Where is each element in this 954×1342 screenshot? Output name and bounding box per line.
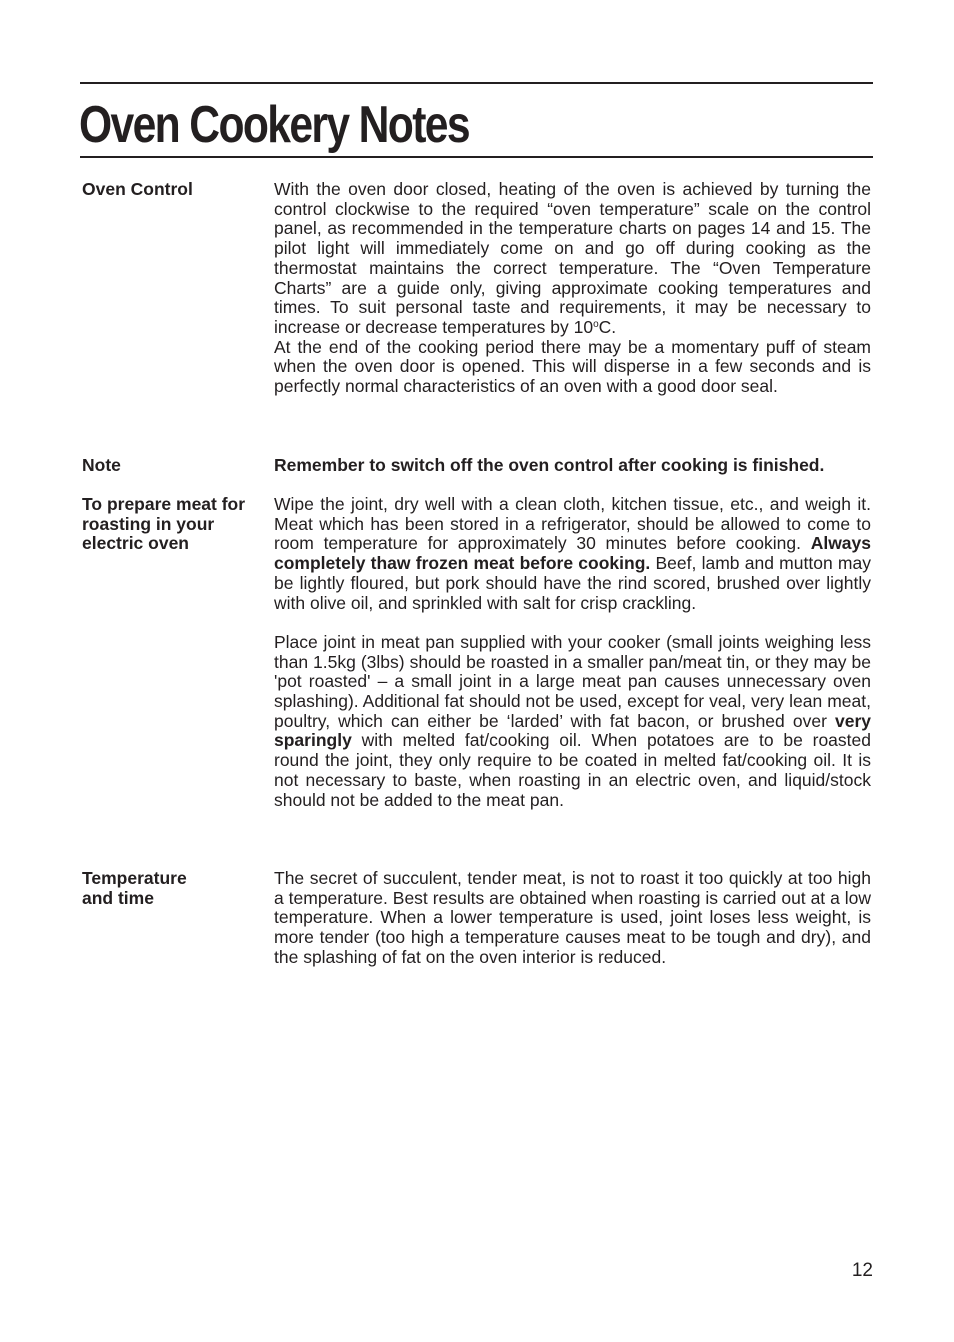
section-body — [274, 495, 871, 810]
paragraph — [274, 495, 871, 613]
paragraph-text: Wipe the joint, dry well with a clean cloth, kitchen tissue, etc., and weigh it. Meat which has been stored in a refrigerator, should be allowed to come to room temperature for approximately 30 minutes before cooking. — [274, 494, 871, 554]
page-number: 12 — [851, 1260, 873, 1281]
paragraph-text: With the oven door closed, heating of the oven is achieved by turning the control clockwise to the required “oven temperature” scale on the control panel, as recommended in the temperature charts on pages 14 and 15. The pilot light will immediately come on and go off during cooking as the thermostat maintains the correct temperature. The “Oven Temperature Charts” are a guide only, giving approximate cooking temperatures and times. To suit personal taste and requirements, it may be necessary to increase or decrease temperatures by 10 — [274, 179, 871, 337]
paragraph-text: with melted fat/cooking oil. When potatoes are to be roasted round the joint, they only require to be coated in melted fat/cooking oil. It is not necessary to baste, when roasting in an electric oven, and liquid/stock should not be added to the meat pan. — [274, 730, 871, 810]
note-text: Remember to switch off the oven control after cooking is finished. — [274, 455, 825, 475]
section-label: Oven Control — [82, 179, 193, 199]
paragraph: At the end of the cooking period there may be a momentary puff of steam when the oven door is opened. This will disperse in a few seconds and is perfectly normal characteristics of an oven with a good door seal. — [274, 336, 871, 397]
section-label: To prepare meat for roasting in your electric oven — [82, 494, 246, 554]
section-body — [274, 180, 871, 397]
paragraph-text: Beef, lamb and mutton may be lightly floured, but pork should have the rind scored, brushed over lightly with olive oil, and sprinkled with salt for crisp crackling. — [274, 553, 871, 613]
emphasis: very sparingly — [274, 710, 871, 751]
degree-superscript: o — [593, 318, 599, 330]
emphasis: Always completely thaw frozen meat before cooking. — [274, 533, 871, 574]
label-line: Temperature — [82, 868, 187, 888]
top-rule — [80, 82, 873, 84]
page-title: Oven Cookery Notes — [79, 96, 469, 154]
paragraph — [274, 180, 871, 338]
title-underline — [80, 156, 873, 158]
section-body — [274, 869, 871, 968]
paragraph: The secret of succulent, tender meat, is not to roast it too quickly at too high a temperature. Best results are obtained when roasting is carried out at a low temperature. When a lower temperature is used, joint loses less weight, is more tender (too high a temperature causes meat to be tough and dry), and the splashing of fat on the oven interior is reduced. — [274, 868, 871, 967]
paragraph — [274, 633, 871, 810]
label-line: and time — [82, 887, 154, 908]
section-label: Note — [82, 455, 121, 475]
paragraph-text: Place joint in meat pan supplied with your cooker (small joints weighing less than 1.5kg (3lbs) should be roasted in a smaller pan/meat tin, or they may be 'pot roasted' – a small joint in a large meat pan causes unnecessary oven splashing). Additional fat should not be used, except for veal, very lean meat, poultry, which can either be ‘larded’ with fat bacon, or brushed over — [274, 631, 871, 731]
paragraph-text: C. — [598, 316, 617, 337]
section-label — [82, 869, 272, 908]
